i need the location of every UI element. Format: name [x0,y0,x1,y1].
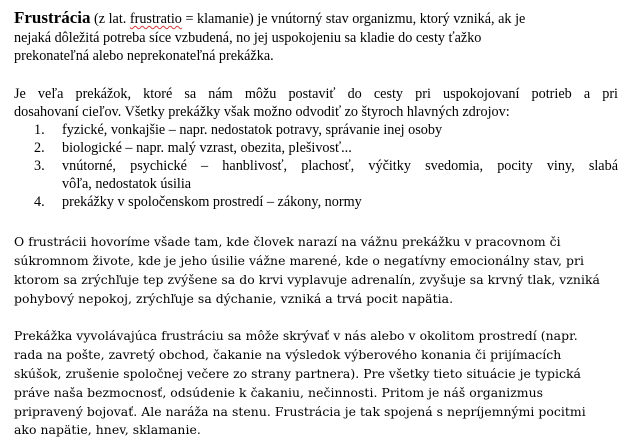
list-item-3-line-2: vôľa, nedostatok úsilia [62,176,192,192]
list-number-4: 4. [34,194,45,210]
paragraph-3-line-2: súkromnom živote, kde je jeho úsilie vážne marené, kde o negatívny emocionálny stav, pri [14,253,584,268]
paragraph-3-line-4: pohybový nepokoj, zrýchľuje sa dýchanie, vzniká a trvá pocit napätia. [14,291,454,306]
paragraph-4-line-1: Prekážka vyvolávajúca frustráciu sa môže skrývať v nás alebo v okolitom prostredí (napr. [14,328,578,343]
intro-before-latin: (z lat. [90,11,130,27]
paragraph-1-line-3: prekonateľná alebo neprekonateľná prekážka. [14,48,274,64]
paragraph-2-line-1: Je veľa prekážok, ktoré sa nám môžu postaviť do cesty pri uspokojovaní potrieb a pri [14,86,618,102]
list-item-1: fyzické, vonkajšie – napr. nedostatok potravy, správanie inej osoby [62,122,443,138]
paragraph-4-line-2: rada na pošte, zavretý obchod, čakanie na výsledok výberového konania či prijímacích [14,347,562,362]
list-number-2: 2. [34,140,45,156]
list-item-3-line-1: vnútorné, psychické – hanblivosť, plachosť, výčitky svedomia, pocity viny, slabá [62,158,618,174]
list-item-4: prekážky v spoločenskom prostredí – zákony, normy [62,194,362,210]
paragraph-4-line-5: pripravený bojovať. Ale naráža na stenu. Frustrácia je tak spojená s nepríjemnými pocitmi [14,404,586,419]
term-heading: Frustrácia [14,8,91,27]
list-number-1: 1. [34,122,45,138]
paragraph-4-line-3: skúšok, zrušenie spoločnej večere zo strany partnera). Pre všetky tieto situácie je typická [14,366,581,381]
intro-after-latin: = klamanie) je vnútorný stav organizmu, ktorý vzniká, ak je [181,11,526,27]
paragraph-1-line-2: nejaká dôležitá potreba síce vzbudená, no jej uspokojeniu sa kladie do cesty ťažko [14,30,482,46]
list-number-3: 3. [34,158,45,174]
latin-word: frustratio [129,11,182,27]
paragraph-2-line-2: dosahovaní cieľov. Všetky prekážky však možno odvodiť zo štyroch hlavných zdrojov: [14,104,510,120]
paragraph-1-line-1 [14,9,525,28]
paragraph-3-line-1: O frustrácii hovoríme všade tam, kde človek narazí na vážnu prekážku v pracovnom či [14,234,561,249]
paragraph-4-line-4: práve naša bezmocnosť, odsúdenie k čakaniu, nečinnosti. Pritom je náš organizmus [14,385,544,400]
paragraph-3-line-3: ktorom sa zrýchľuje tep zvýšene sa do krvi vyplavuje adrenalín, zvyšuje sa krvný tlak, vzniká [14,272,600,287]
list-item-2: biologické – napr. malý vzrast, obezita, plešivosť... [62,140,352,156]
paragraph-4-line-6: ako napätie, hnev, sklamanie. [14,422,201,437]
